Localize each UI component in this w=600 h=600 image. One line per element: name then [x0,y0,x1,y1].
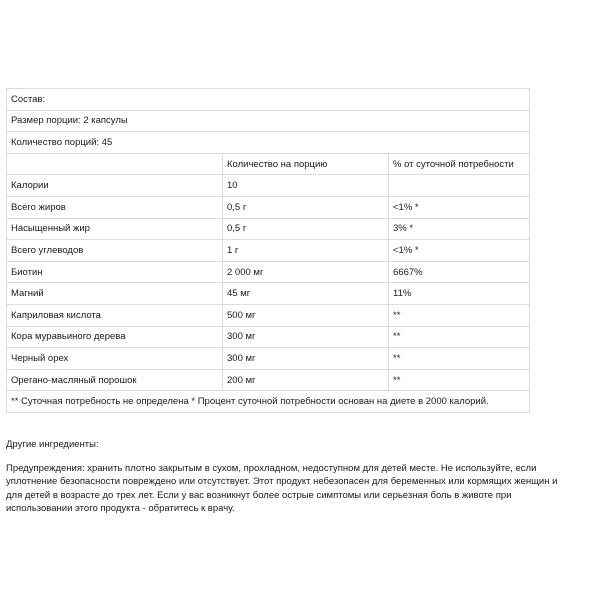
nutrient-amount: 0,5 г [223,196,389,218]
column-header-row [7,153,530,175]
other-ingredients: Другие ингредиенты: [6,439,99,450]
supplement-facts-table [6,88,530,413]
column-header-daily: % от суточной потребности [389,153,530,175]
nutrient-row [7,261,530,283]
composition-row [7,89,530,111]
servings-label: Количество порций: 45 [7,132,530,154]
nutrient-name: Черный орех [7,348,223,370]
nutrient-amount: 300 мг [223,326,389,348]
nutrient-name: Биотин [7,261,223,283]
nutrient-name: Орегано-масляный порошок [7,369,223,391]
nutrient-daily [389,175,530,197]
nutrient-daily: 3% * [389,218,530,240]
nutrient-daily: 11% [389,283,530,305]
notes-section [6,438,566,516]
nutrient-name: Всего жиров [7,196,223,218]
nutrient-amount: 200 мг [223,369,389,391]
serving-size-label: Размер порции: 2 капсулы [7,110,530,132]
warnings-text: Предупреждения: хранить плотно закрытым в сухом, прохладном, недоступном для детей месте. Не используйте, если уплотнение безопасности повреждено или отсутствует. Этот продукт небезопасен для беременных или кормящих женщин и для детей в возрасте до трех лет. Если у вас возникнут более острые симптомы или серьезная боль в животе при использовании этого продукта - обратитесь к врачу. [6,462,558,515]
nutrient-amount: 0,5 г [223,218,389,240]
nutrient-name: Калории [7,175,223,197]
servings-row [7,132,530,154]
nutrient-name: Насыщенный жир [7,218,223,240]
footnote-row [7,391,530,413]
nutrient-daily: <1% * [389,240,530,262]
nutrient-amount: 2 000 мг [223,261,389,283]
nutrient-name: Всего углеводов [7,240,223,262]
nutrient-amount: 1 г [223,240,389,262]
footnote: ** Суточная потребность не определена * Процент суточной потребности основан на диете в 2000 калорий. [7,391,530,413]
serving-size-row [7,110,530,132]
nutrient-name: Каприловая кислота [7,304,223,326]
nutrient-name: Кора муравьиного дерева [7,326,223,348]
nutrient-row [7,326,530,348]
nutrient-row [7,196,530,218]
nutrient-row [7,283,530,305]
nutrient-daily: <1% * [389,196,530,218]
nutrient-amount: 45 мг [223,283,389,305]
nutrient-daily: ** [389,326,530,348]
nutrient-row [7,175,530,197]
nutrient-amount: 300 мг [223,348,389,370]
nutrient-daily: ** [389,304,530,326]
column-header-amount: Количество на порцию [223,153,389,175]
nutrient-row [7,348,530,370]
composition-label: Состав: [7,89,530,111]
nutrient-row [7,304,530,326]
nutrient-amount: 500 мг [223,304,389,326]
nutrient-row [7,218,530,240]
column-header-name [7,153,223,175]
nutrient-row [7,369,530,391]
nutrient-daily: ** [389,348,530,370]
nutrient-row [7,240,530,262]
nutrient-daily: 6667% [389,261,530,283]
nutrient-amount: 10 [223,175,389,197]
nutrient-name: Магний [7,283,223,305]
nutrient-daily: ** [389,369,530,391]
